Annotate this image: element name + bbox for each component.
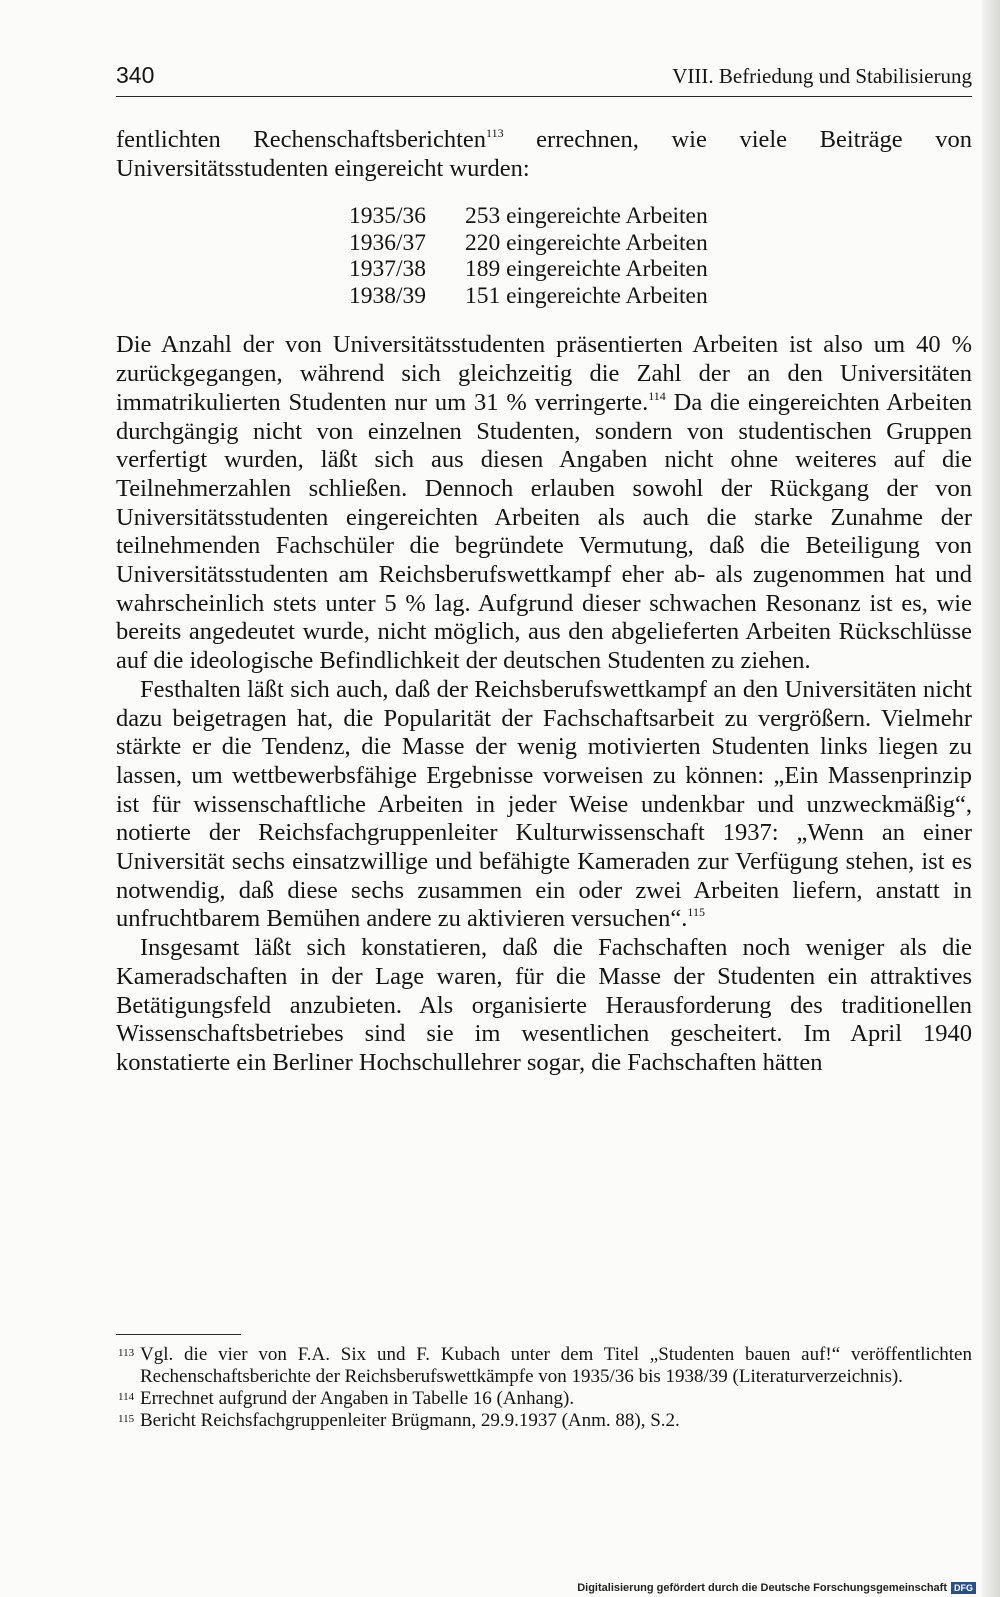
paragraph-2 [116, 676, 972, 934]
table-row [349, 256, 739, 283]
footnote-ref-114[interactable]: 114 [648, 388, 666, 403]
submissions-table [349, 203, 739, 309]
paragraph-3-text: Insgesamt läßt sich konstatieren, daß die Fachschaften noch weniger als die Kameradschaften in der Lage waren, für die Masse der Studenten ein attraktives Betätigungsfeld anzubieten. Als organisierte Herausforderung des traditionellen Wissenschaftsbetriebes sind sie im wesentlichen gescheitert. Im April 1940 konstatierte ein Berliner Hochschullehrer sogar, die Fachschaften hätten [116, 934, 972, 1076]
footnote-number: 115 [118, 1413, 135, 1425]
year-cell: 1936/37 [349, 229, 427, 256]
footnote-number: 113 [118, 1347, 135, 1359]
count-cell: 189 eingereichte Arbeiten [465, 256, 708, 283]
footnote-115 [116, 1410, 972, 1432]
dfg-logo-icon: DFG [951, 1582, 976, 1594]
intro-paragraph [116, 126, 972, 183]
page-header [116, 60, 972, 97]
table-row [349, 203, 739, 230]
digitization-credit [577, 1582, 976, 1594]
count-cell: 220 eingereichte Arbeiten [465, 229, 708, 256]
body-text [116, 126, 972, 1078]
intro-text-after: errechnen, wie viele Beiträge von Universitätsstudenten eingereicht wurden: [116, 126, 972, 182]
year-cell: 1935/36 [349, 203, 427, 230]
footnote-text: Errechnet aufgrund der Angaben in Tabelle 16 (Anhang). [140, 1388, 575, 1409]
paragraph-2-text: Festhalten läßt sich auch, daß der Reichsberufswettkampf an den Universitäten nicht dazu beigetragen hat, die Popularität der Fachschaftsarbeit zu vergrößern. Vielmehr stärkte er die Tendenz, die Masse der wenig motivierten Studenten links liegen zu lassen, um wettbewerbsfähige Ergebnisse vorweisen zu können: „Ein Massenprinzip ist für wissenschaftliche Arbeiten in jeder Weise undenkbar und unzweckmäßig“, notierte der Reichsfachgruppenleiter Kulturwissenschaft 1937: „Wenn an einer Universität sechs einsatzwillige und befähigte Kameraden zur Verfügung stehen, ist es notwendig, daß diese sechs zusammen ein oder zwei Arbeiten liefern, anstatt in unfruchtbarem Bemühen andere zu aktivieren versuchen“. [116, 675, 972, 933]
paragraph-1-part-1: Die Anzahl der von Universitätsstudenten präsentierten Arbeiten ist also um 40 % zurückgegangen, während sich gleichzeitig die Zahl der an den Universitäten immatrikulierten Studenten nur um 31 % verringerte. [116, 331, 972, 416]
paragraph-1-part-2: Da die eingereichten Arbeiten durchgängig nicht von einzelnen Studenten, sondern von studentischen Gruppen verfertigt wurden, läßt sich aus diesen Angaben nicht ohne weiteres auf die Teilnehmerzahlen schließen. Dennoch erlauben sowohl der Rückgang der von Universitätsstudenten eingereichten Arbeiten als auch die starke Zunahme der teilnehmenden Fachschüler die begründete Vermutung, daß die Beteiligung von Universitätsstudenten am Reichsberufswettkampf eher ab- als zugenommen hat und wahrscheinlich stets unter 5 % lag. Aufgrund dieser schwachen Resonanz ist es, wie bereits angedeutet wurde, nicht möglich, aus den abgelieferten Arbeiten Rückschlüsse auf die ideologische Befindlichkeit der deutschen Studenten zu ziehen. [116, 388, 972, 675]
table-row [349, 283, 739, 310]
page-edge-shadow [982, 0, 1000, 1597]
paragraph-1 [116, 331, 972, 675]
footnote-text: Vgl. die vier von F.A. Six und F. Kubach unter dem Titel „Studenten bauen auf!“ veröffentlichten Rechenschaftsberichte der Reichsberufswettkämpfe von 1935/36 bis 1938/39 (Literaturverzeichnis). [140, 1344, 972, 1387]
footnote-114 [116, 1388, 972, 1410]
footnote-113 [116, 1344, 972, 1388]
paragraph-3 [116, 934, 972, 1078]
footnote-separator [116, 1334, 241, 1335]
year-cell: 1937/38 [349, 256, 427, 283]
intro-text-before: fentlichten Rechenschaftsberichten [116, 126, 487, 153]
table-row [349, 230, 739, 257]
running-head: VIII. Befriedung und Stabilisierung [672, 64, 972, 88]
count-cell: 253 eingereichte Arbeiten [465, 203, 708, 230]
footnotes [116, 1344, 972, 1432]
count-cell: 151 eingereichte Arbeiten [465, 282, 708, 309]
footnote-ref-115[interactable]: 115 [687, 905, 705, 920]
footnote-number: 114 [118, 1391, 135, 1403]
credit-text: Digitalisierung gefördert durch die Deutsche Forschungsgemeinschaft [577, 1582, 947, 1594]
year-cell: 1938/39 [349, 282, 427, 309]
footnote-ref-113[interactable]: 113 [486, 126, 504, 140]
page-number: 340 [116, 62, 155, 88]
footnote-text: Bericht Reichsfachgruppenleiter Brügmann, 29.9.1937 (Anm. 88), S.2. [140, 1410, 680, 1431]
